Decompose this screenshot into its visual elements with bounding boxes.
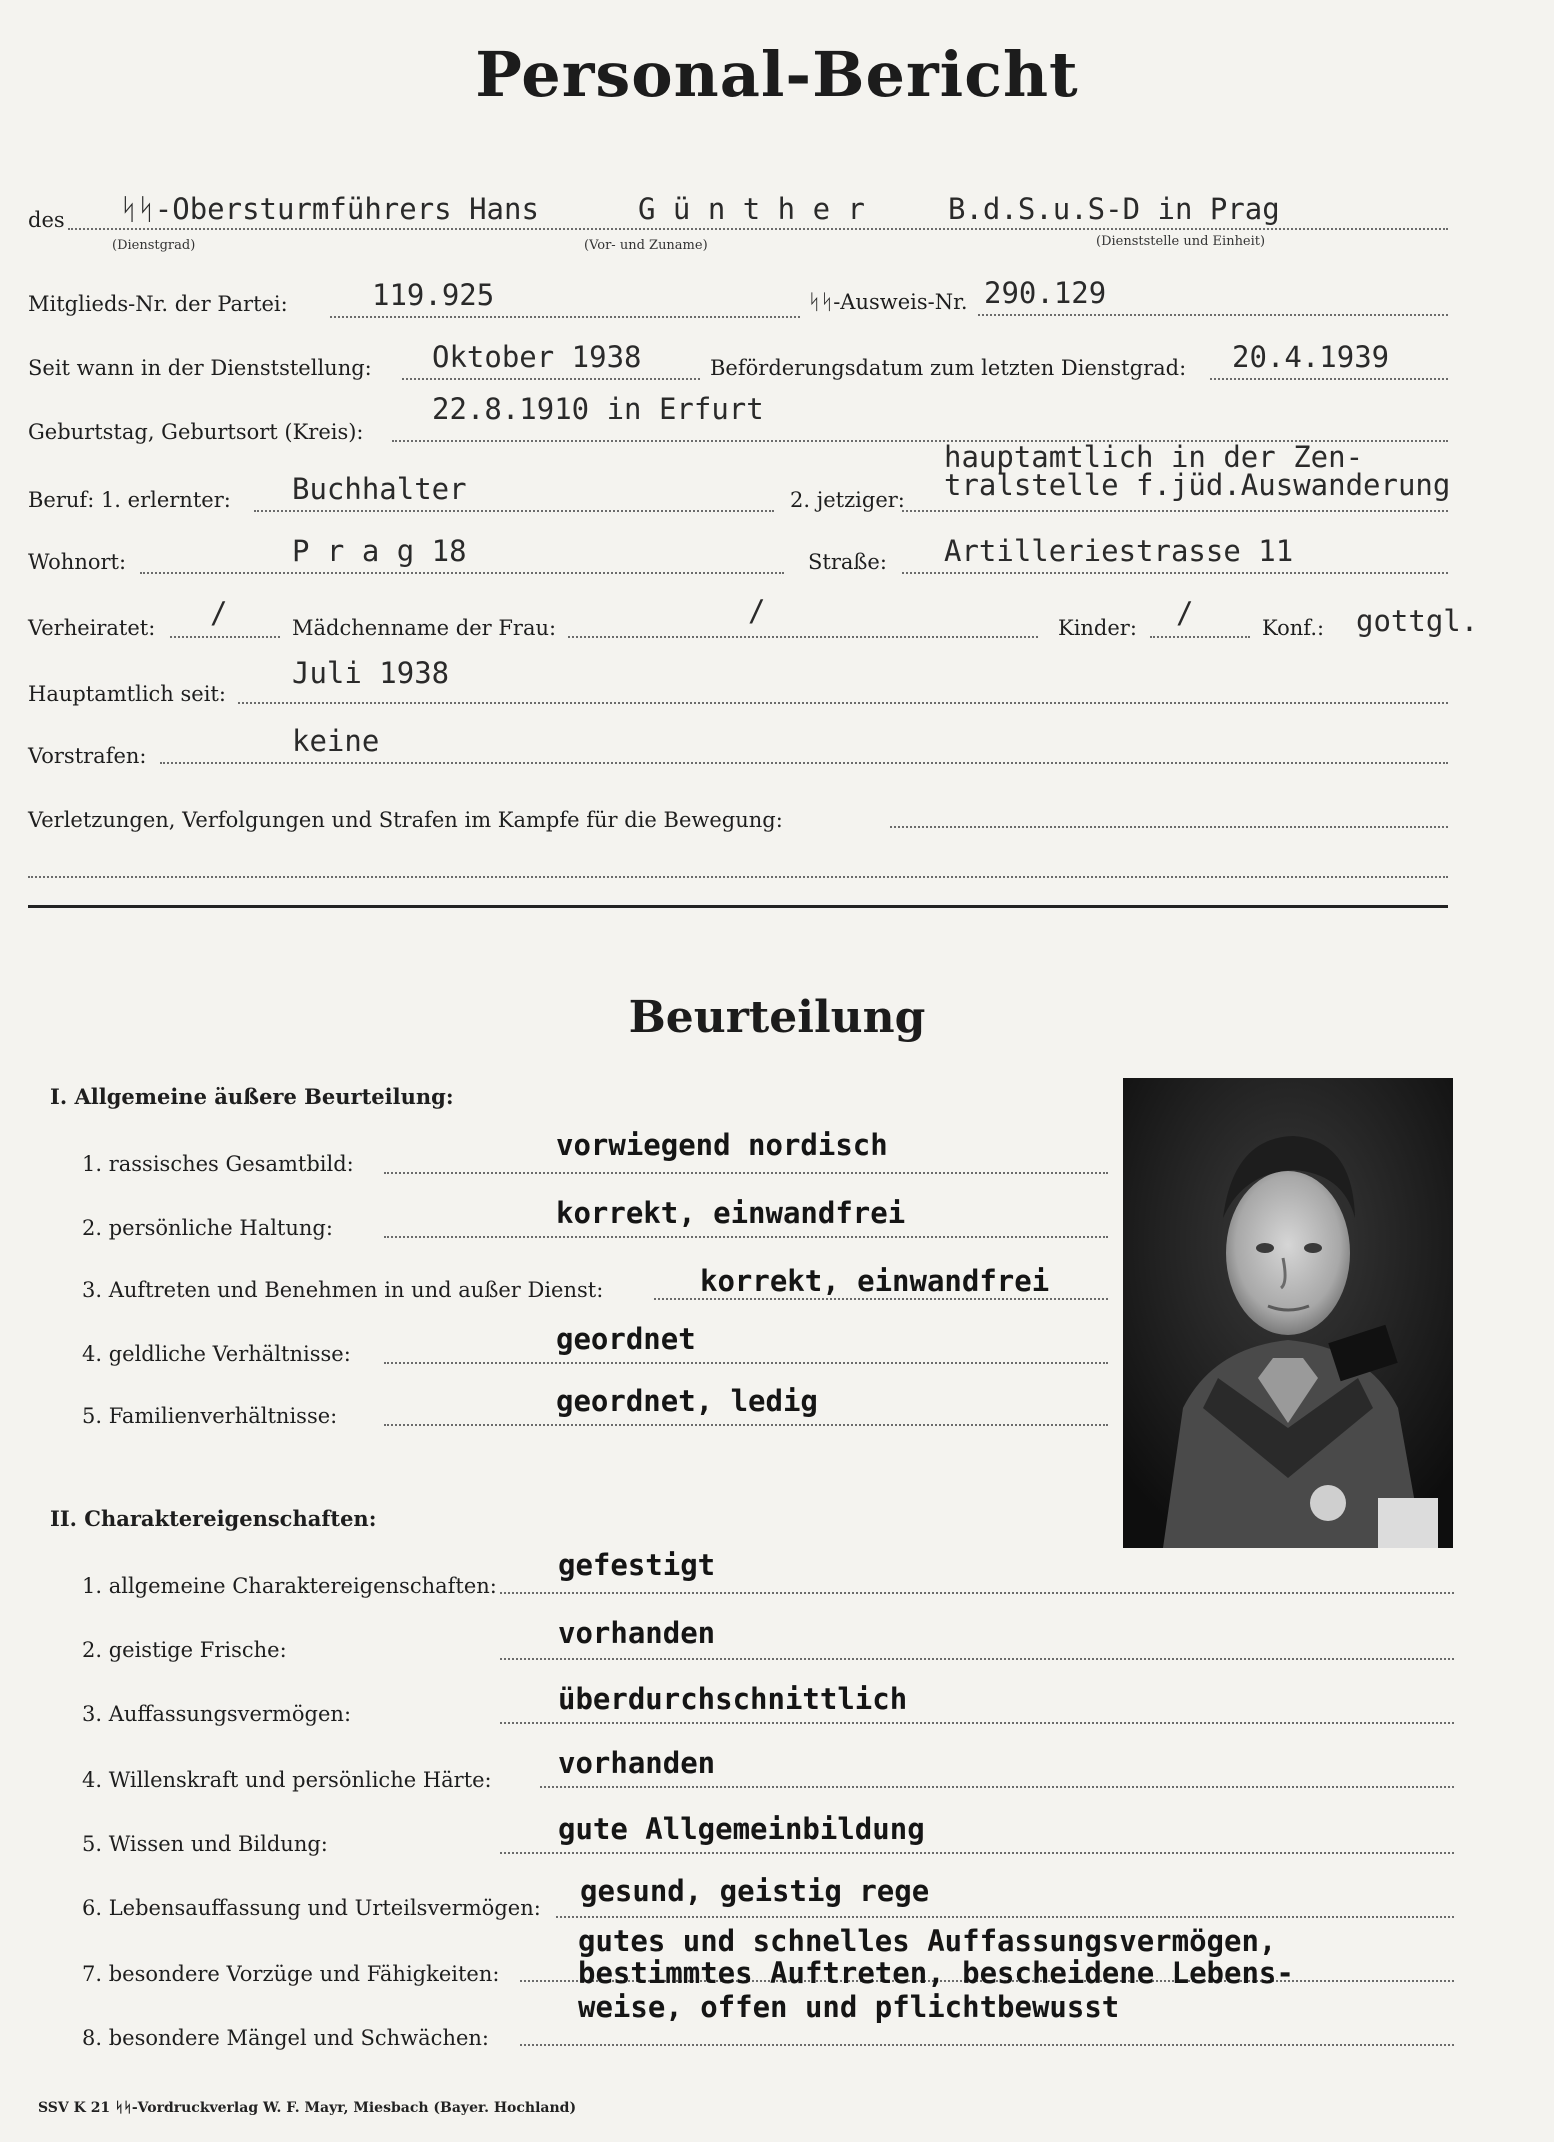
s2-item-3-label: 3. Auffassungsvermögen: <box>82 1702 352 1726</box>
unit-value: B.d.S.u.S-D in Prag <box>948 192 1280 226</box>
s2-item-6-label: 6. Lebensauffassung und Urteilsvermögen: <box>82 1896 541 1920</box>
s2-item-7-value: gutes und schnelles Auffassungsvermögen, <box>578 1924 1277 1958</box>
s2-item-1-value: gefestigt <box>558 1548 716 1582</box>
member-label: Mitglieds-Nr. der Partei: <box>28 292 288 316</box>
s1-item-5-label: 5. Familienverhältnisse: <box>82 1404 338 1428</box>
s2-item-2-value: vorhanden <box>558 1616 716 1650</box>
rank-name-value: ᛋᛋ-Obersturmführers Hans <box>120 192 539 226</box>
s1-item-3-value: korrekt, einwandfrei <box>700 1264 1050 1298</box>
ss-id-value: 290.129 <box>984 276 1107 310</box>
s2-item-5-value: gute Allgemeinbildung <box>558 1812 925 1846</box>
s1-item-3-line <box>654 1298 1108 1300</box>
caption-rank: (Dienstgrad) <box>112 238 196 253</box>
document-title: Personal-Bericht <box>475 38 1079 111</box>
fulltime-dotted-line <box>238 702 1448 704</box>
s1-item-5-line <box>384 1424 1108 1426</box>
s2-item-8-label: 8. besondere Mängel und Schwächen: <box>82 2026 489 2050</box>
blank-dotted-line <box>28 876 1448 878</box>
s2-item-7-value-line3: weise, offen und pflichtbewusst <box>578 1990 1120 2024</box>
residence-value: P r a g 18 <box>292 534 467 568</box>
s2-item-4-value: vorhanden <box>558 1746 716 1780</box>
s2-item-6-value: gesund, geistig rege <box>580 1874 930 1908</box>
injuries-label: Verletzungen, Verfolgungen und Strafen im Kampfe für die Bewegung: <box>28 808 783 832</box>
s1-item-1-value: vorwiegend nordisch <box>556 1128 888 1162</box>
married-value: / <box>210 596 228 630</box>
member-dotted-line <box>330 316 800 318</box>
s1-item-1-line <box>384 1172 1108 1174</box>
section-1-heading: I. Allgemeine äußere Beurteilung: <box>50 1084 454 1109</box>
s2-item-8-line <box>520 2044 1454 2046</box>
job-value: Buchhalter <box>292 472 467 506</box>
street-dotted-line <box>902 572 1448 574</box>
s1-item-5-value: geordnet, ledig <box>556 1384 818 1418</box>
street-label: Straße: <box>808 550 887 574</box>
job-label: Beruf: 1. erlernter: <box>28 488 231 512</box>
s2-item-2-line <box>500 1658 1454 1660</box>
surname-value: G ü n t h e r <box>638 192 865 226</box>
s2-item-7-label: 7. besondere Vorzüge und Fähigkeiten: <box>82 1962 500 1986</box>
residence-label: Wohnort: <box>28 550 127 574</box>
since-value: Oktober 1938 <box>432 340 642 374</box>
s1-item-4-line <box>384 1362 1108 1364</box>
children-label: Kinder: <box>1058 616 1137 640</box>
s2-item-4-label: 4. Willenskraft und persönliche Härte: <box>82 1768 492 1792</box>
s1-item-2-label: 2. persönliche Haltung: <box>82 1216 333 1240</box>
s2-item-5-label: 5. Wissen und Bildung: <box>82 1832 328 1856</box>
caption-unit: (Dienststelle und Einheit) <box>1096 234 1266 249</box>
injuries-dotted-line <box>890 826 1448 828</box>
record-label: Vorstrafen: <box>28 744 147 768</box>
s1-item-3-label: 3. Auftreten und Benehmen in und außer Dienst: <box>82 1278 604 1302</box>
maiden-label: Mädchenname der Frau: <box>292 616 557 640</box>
promotion-label: Beförderungsdatum zum letzten Dienstgrad: <box>710 356 1187 380</box>
children-value: / <box>1176 596 1194 630</box>
member-value: 119.925 <box>372 278 495 312</box>
promotion-value: 20.4.1939 <box>1232 340 1390 374</box>
footer-imprint: SSV K 21 ᛋᛋ-Vordruckverlag W. F. Mayr, Miesbach (Bayer. Hochland) <box>38 2100 577 2116</box>
s2-item-5-line <box>500 1852 1454 1854</box>
maiden-dotted-line <box>568 636 1038 638</box>
assessment-title: Beurteilung <box>628 992 926 1043</box>
section-2-heading: II. Charaktereigenschaften: <box>50 1506 377 1531</box>
s1-item-2-value: korrekt, einwandfrei <box>556 1196 906 1230</box>
promotion-dotted-line <box>1210 378 1448 380</box>
job2-value-line2: tralstelle f.jüd.Auswanderung <box>944 468 1451 502</box>
section-divider <box>28 905 1448 908</box>
married-label: Verheiratet: <box>28 616 156 640</box>
konf-value: gottgl. <box>1356 604 1479 638</box>
des-label: des <box>28 208 65 232</box>
s2-item-3-value: überdurchschnittlich <box>558 1682 908 1716</box>
fulltime-label: Hauptamtlich seit: <box>28 682 226 706</box>
portrait-image <box>1123 1078 1453 1548</box>
job2-value-line1: hauptamtlich in der Zen- <box>944 440 1364 474</box>
job2-label: 2. jetziger: <box>790 488 905 512</box>
s2-item-4-line <box>540 1786 1454 1788</box>
s2-item-6-line <box>556 1916 1454 1918</box>
s1-item-1-label: 1. rassisches Gesamtbild: <box>82 1152 354 1176</box>
s2-item-1-label: 1. allgemeine Charaktereigenschaften: <box>82 1574 497 1598</box>
street-value: Artilleriestrasse 11 <box>944 534 1294 568</box>
s2-item-3-line <box>500 1722 1454 1724</box>
s2-item-2-label: 2. geistige Frische: <box>82 1638 287 1662</box>
record-value: keine <box>292 724 380 758</box>
header-dotted-line <box>68 228 1448 230</box>
s1-item-4-label: 4. geldliche Verhältnisse: <box>82 1342 351 1366</box>
birth-label: Geburtstag, Geburtsort (Kreis): <box>28 420 364 444</box>
ss-id-label: ᛋᛋ-Ausweis-Nr. <box>808 290 968 314</box>
s1-item-2-line <box>384 1236 1108 1238</box>
s2-item-1-line <box>500 1592 1454 1594</box>
since-label: Seit wann in der Dienststellung: <box>28 356 372 380</box>
ss-id-dotted-line <box>978 314 1448 316</box>
konf-label: Konf.: <box>1262 616 1325 640</box>
caption-name: (Vor- und Zuname) <box>584 238 708 253</box>
s1-item-4-value: geordnet <box>556 1322 696 1356</box>
job2-dotted-line <box>902 510 1448 512</box>
birth-value: 22.8.1910 in Erfurt <box>432 392 764 426</box>
maiden-value: / <box>748 594 766 628</box>
children-dotted-line <box>1150 636 1250 638</box>
since-dotted-line <box>402 378 700 380</box>
s2-item-7-value-line2: bestimmtes Auftreten, bescheidene Lebens- <box>578 1956 1294 1990</box>
fulltime-value: Juli 1938 <box>292 656 450 690</box>
record-dotted-line <box>160 762 1448 764</box>
job-dotted-line <box>254 510 774 512</box>
portrait-photo <box>1123 1078 1453 1548</box>
married-dotted-line <box>170 636 280 638</box>
residence-dotted-line <box>140 572 784 574</box>
